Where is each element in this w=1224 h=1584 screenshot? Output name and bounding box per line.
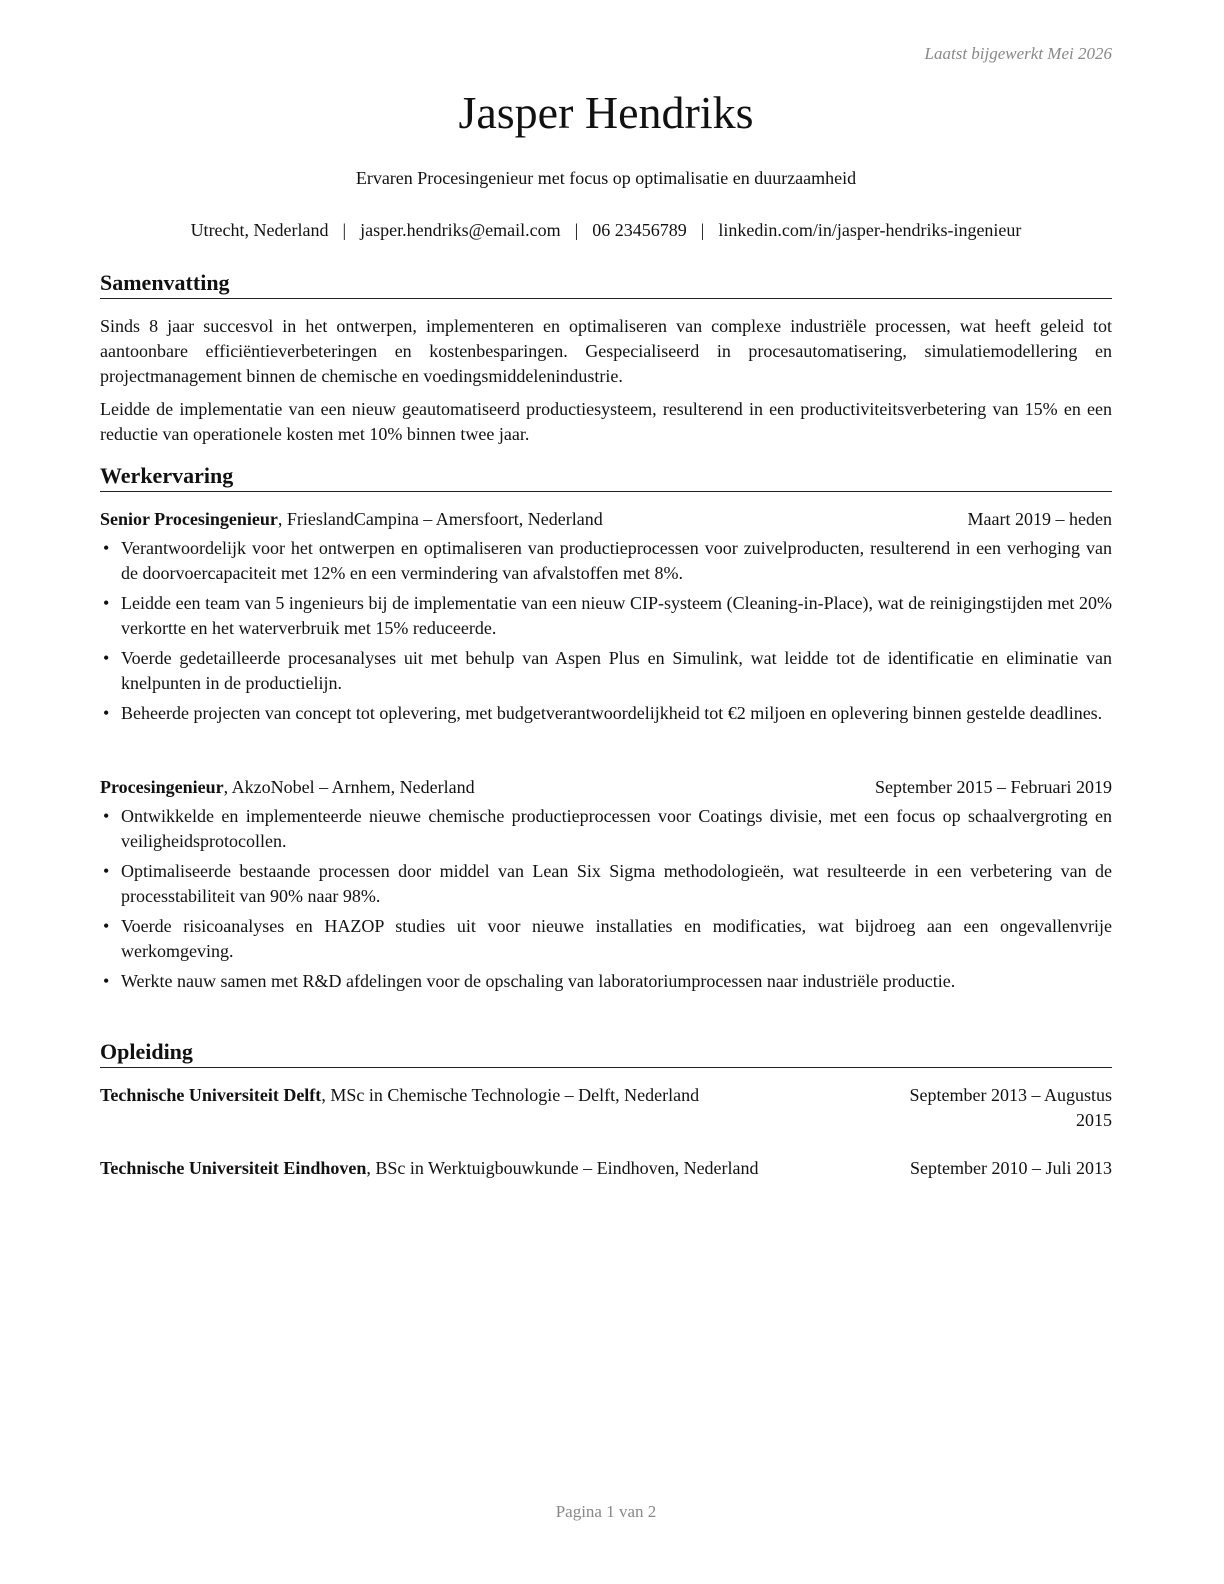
education-dates: September 2010 – Juli 2013: [910, 1158, 1112, 1178]
contact-separator: |: [342, 220, 347, 240]
list-item: • Werkte nauw samen met R&D afdelingen voor de opschaling van laboratoriumprocessen naar industriële productie.: [100, 969, 1112, 994]
job-header: [100, 507, 1112, 532]
page-number: Pagina 1 van 2: [555, 1502, 657, 1521]
education-header: [100, 1083, 1112, 1133]
section-title-summary: Samenvatting: [100, 270, 1112, 299]
last-updated: Laatst bijgewerkt Mei 2026: [924, 44, 1112, 63]
education-detail: , MSc in Chemische Technologie – Delft, Nederland: [321, 1085, 700, 1105]
list-item: • Optimaliseerde bestaande processen door middel van Lean Six Sigma methodologieën, wat resulteerde in een verbetering van de processtabiliteit van 90% naar 98%.: [100, 859, 1112, 909]
job-entry: [100, 507, 1112, 731]
contact-line: [100, 220, 1112, 241]
education-entry: [100, 1156, 1112, 1181]
job-title-line: [100, 507, 603, 532]
list-item: • Leidde een team van 5 ingenieurs bij de implementatie van een nieuw CIP-systeem (Cleaning-in-Place), wat de reinigingstijden met 20% verkortte en het waterverbruik met 15% reduceerde.: [100, 591, 1112, 641]
job-dates: Maart 2019 – heden: [967, 509, 1112, 529]
job-title-line: [100, 775, 475, 800]
education-header: [100, 1156, 1112, 1181]
job-role: Senior Procesingenieur: [100, 509, 278, 529]
summary-paragraph: Sinds 8 jaar succesvol in het ontwerpen, implementeren en optimaliseren van complexe industriële processen, wat heeft geleid tot aantoonbare efficiëntieverbeteringen en kostenbesparingen. Gespecialiseerd in procesautomatisering, simulatiemodellering en projectmanagement binnen de chemische en voedingsmiddelenindustrie.: [100, 316, 1112, 386]
education-school: Technische Universiteit Delft: [100, 1085, 322, 1105]
job-entry: [100, 775, 1112, 999]
job-role: Procesingenieur: [100, 777, 224, 797]
job-bullets: [100, 536, 1112, 726]
job-bullets: [100, 804, 1112, 994]
candidate-name: Jasper Hendriks: [458, 87, 754, 138]
contact-email[interactable]: jasper.hendriks@email.com: [360, 220, 561, 240]
list-item: • Voerde gedetailleerde procesanalyses uit met behulp van Aspen Plus en Simulink, wat leidde tot de identificatie en eliminatie van knelpunten in de productielijn.: [100, 646, 1112, 696]
section-title-experience: Werkervaring: [100, 463, 1112, 492]
section-title-education: Opleiding: [100, 1039, 1112, 1068]
education-line: [100, 1156, 759, 1181]
education-detail: , BSc in Werktuigbouwkunde – Eindhoven, Nederland: [366, 1158, 759, 1178]
list-item: • Voerde risicoanalyses en HAZOP studies uit voor nieuwe installaties en modificaties, wat bijdroeg aan een ongevallenvrije werkomgeving.: [100, 914, 1112, 964]
job-dates: September 2015 – Februari 2019: [875, 777, 1112, 797]
list-item: • Verantwoordelijk voor het ontwerpen en optimaliseren van productieprocessen voor zuivelproducten, resulterend in een verhoging van de doorvoercapaciteit met 12% en een vermindering van afvalstoffen met 8%.: [100, 536, 1112, 586]
education-entry: [100, 1083, 1112, 1133]
contact-separator: |: [700, 220, 705, 240]
contact-location: Utrecht, Nederland: [190, 220, 329, 240]
list-item: • Ontwikkelde en implementeerde nieuwe chemische productieprocessen voor Coatings divisie, met een focus op schaalvergroting en veiligheidsprotocollen.: [100, 804, 1112, 854]
job-header: [100, 775, 1112, 800]
contact-linkedin[interactable]: linkedin.com/in/jasper-hendriks-ingenieur: [718, 220, 1022, 240]
tagline: Ervaren Procesingenieur met focus op optimalisatie en duurzaamheid: [355, 168, 857, 188]
contact-phone: 06 23456789: [592, 220, 687, 240]
summary-section: [100, 314, 1112, 455]
job-org: , AkzoNobel – Arnhem, Nederland: [223, 777, 475, 797]
job-org: , FrieslandCampina – Amersfoort, Nederland: [277, 509, 603, 529]
contact-separator: |: [574, 220, 579, 240]
summary-paragraph: Leidde de implementatie van een nieuw geautomatiseerd productiesysteem, resulterend in een productiviteitsverbetering van 15% en een reductie van operationele kosten met 10% binnen twee jaar.: [100, 399, 1112, 444]
resume-page: [100, 0, 1112, 1584]
list-item: • Beheerde projecten van concept tot oplevering, met budgetverantwoordelijkheid tot €2 miljoen en oplevering binnen gestelde deadlines.: [100, 701, 1112, 726]
education-dates: September 2013 – Augustus 2015: [909, 1085, 1112, 1130]
education-school: Technische Universiteit Eindhoven: [100, 1158, 367, 1178]
education-line: [100, 1083, 699, 1133]
